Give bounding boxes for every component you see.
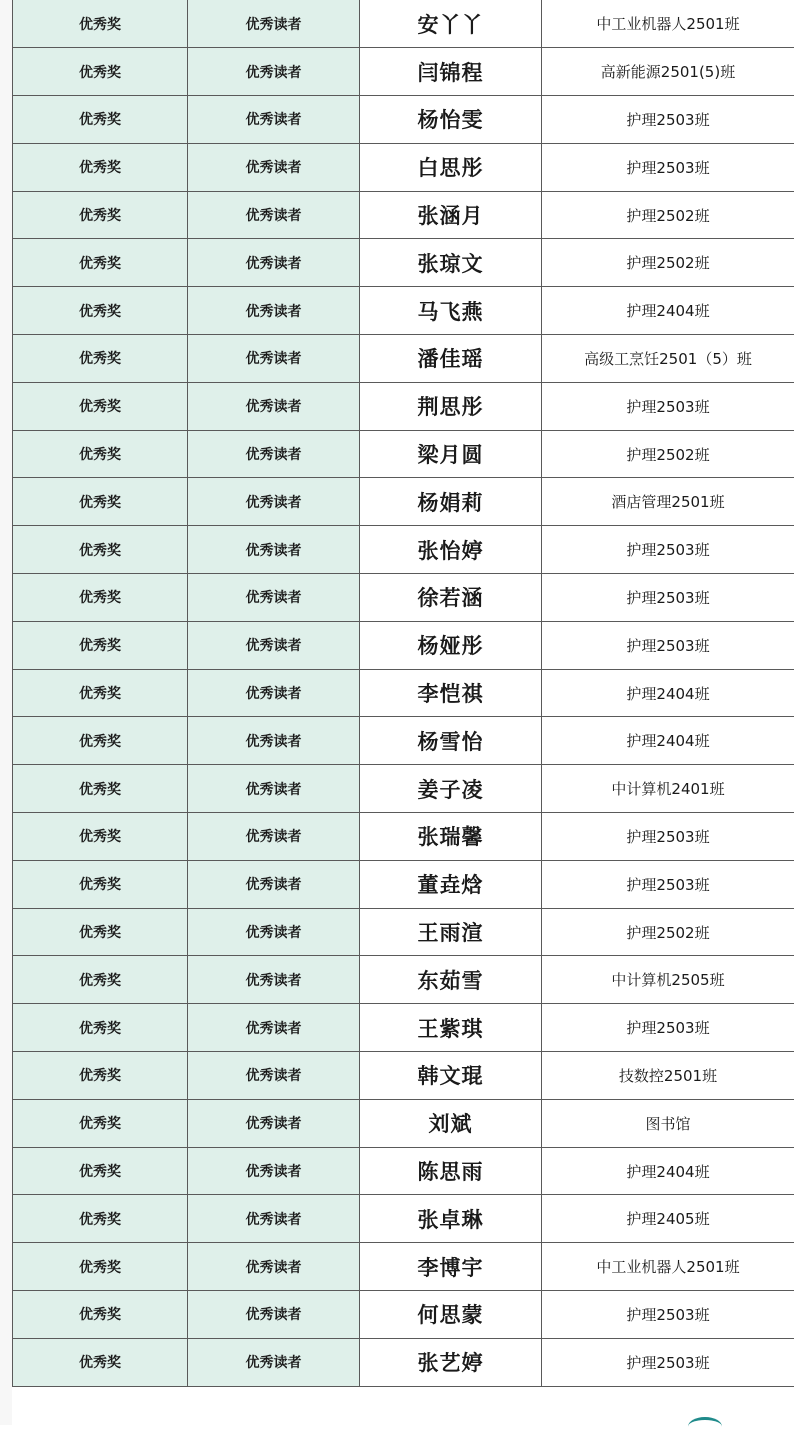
class-cell: 护理2502班 [542,908,795,956]
name-cell: 张卓琳 [360,1195,542,1243]
title-cell: 优秀读者 [188,1338,360,1386]
table-row [13,1243,795,1291]
title-cell: 优秀读者 [188,0,360,48]
name-cell: 张艺婷 [360,1338,542,1386]
class-cell: 护理2503班 [542,526,795,574]
table-row [13,956,795,1004]
class-cell: 高级工烹饪2501（5）班 [542,335,795,383]
table-body [13,0,795,1386]
title-cell: 优秀读者 [188,143,360,191]
table-row [13,96,795,144]
title-cell: 优秀读者 [188,1004,360,1052]
award-cell: 优秀奖 [13,96,188,144]
title-cell: 优秀读者 [188,478,360,526]
name-cell: 安丫丫 [360,0,542,48]
award-cell: 优秀奖 [13,1052,188,1100]
class-cell: 护理2502班 [542,430,795,478]
title-cell: 优秀读者 [188,717,360,765]
award-cell: 优秀奖 [13,1291,188,1339]
title-cell: 优秀读者 [188,96,360,144]
class-cell: 护理2503班 [542,1291,795,1339]
class-cell: 高新能源2501(5)班 [542,48,795,96]
title-cell: 优秀读者 [188,191,360,239]
name-cell: 潘佳瑶 [360,335,542,383]
name-cell: 何思蒙 [360,1291,542,1339]
class-cell: 护理2404班 [542,1147,795,1195]
table-row [13,908,795,956]
table-row [13,1147,795,1195]
name-cell: 董垚焓 [360,860,542,908]
name-cell: 闫锦程 [360,48,542,96]
name-cell: 杨雪怡 [360,717,542,765]
award-cell: 优秀奖 [13,0,188,48]
title-cell: 优秀读者 [188,574,360,622]
row-header-gutter [0,0,12,1425]
table-row [13,191,795,239]
table-row [13,382,795,430]
name-cell: 杨怡雯 [360,96,542,144]
award-cell: 优秀奖 [13,956,188,1004]
title-cell: 优秀读者 [188,1291,360,1339]
name-cell: 杨娅彤 [360,621,542,669]
name-cell: 徐若涵 [360,574,542,622]
class-cell: 护理2503班 [542,382,795,430]
title-cell: 优秀读者 [188,813,360,861]
table-row [13,1052,795,1100]
name-cell: 刘斌 [360,1099,542,1147]
award-cell: 优秀奖 [13,908,188,956]
award-cell: 优秀奖 [13,621,188,669]
class-cell: 护理2503班 [542,860,795,908]
table-row [13,717,795,765]
class-cell: 护理2503班 [542,1338,795,1386]
table-row [13,1099,795,1147]
title-cell: 优秀读者 [188,335,360,383]
table-row [13,1291,795,1339]
table-row [13,239,795,287]
class-cell: 护理2503班 [542,813,795,861]
class-cell: 护理2503班 [542,574,795,622]
award-cell: 优秀奖 [13,860,188,908]
title-cell: 优秀读者 [188,621,360,669]
name-cell: 东茹雪 [360,956,542,1004]
title-cell: 优秀读者 [188,1147,360,1195]
class-cell: 护理2503班 [542,96,795,144]
name-cell: 姜子凌 [360,765,542,813]
class-cell: 护理2404班 [542,287,795,335]
class-cell: 中计算机2505班 [542,956,795,1004]
name-cell: 荆思彤 [360,382,542,430]
table-row [13,1338,795,1386]
class-cell: 护理2404班 [542,669,795,717]
award-cell: 优秀奖 [13,1338,188,1386]
award-cell: 优秀奖 [13,287,188,335]
award-table-sheet [12,0,794,1425]
title-cell: 优秀读者 [188,526,360,574]
name-cell: 张怡婷 [360,526,542,574]
class-cell: 护理2405班 [542,1195,795,1243]
award-cell: 优秀奖 [13,526,188,574]
award-cell: 优秀奖 [13,143,188,191]
award-cell: 优秀奖 [13,191,188,239]
table-row [13,430,795,478]
name-cell: 张涵月 [360,191,542,239]
award-cell: 优秀奖 [13,382,188,430]
name-cell: 张琼文 [360,239,542,287]
name-cell: 王雨渲 [360,908,542,956]
award-list-table [12,0,794,1387]
class-cell: 护理2503班 [542,143,795,191]
title-cell: 优秀读者 [188,860,360,908]
right-margin [794,0,800,1425]
table-row [13,287,795,335]
title-cell: 优秀读者 [188,1052,360,1100]
class-cell: 中工业机器人2501班 [542,1243,795,1291]
title-cell: 优秀读者 [188,765,360,813]
name-cell: 白思彤 [360,143,542,191]
table-row [13,621,795,669]
award-cell: 优秀奖 [13,335,188,383]
table-row [13,526,795,574]
table-row [13,860,795,908]
name-cell: 张瑞馨 [360,813,542,861]
title-cell: 优秀读者 [188,669,360,717]
award-cell: 优秀奖 [13,48,188,96]
name-cell: 杨娟莉 [360,478,542,526]
name-cell: 马飞燕 [360,287,542,335]
name-cell: 陈思雨 [360,1147,542,1195]
award-cell: 优秀奖 [13,574,188,622]
title-cell: 优秀读者 [188,1099,360,1147]
table-row [13,0,795,48]
class-cell: 护理2404班 [542,717,795,765]
award-cell: 优秀奖 [13,1099,188,1147]
class-cell: 护理2502班 [542,239,795,287]
table-row [13,48,795,96]
award-cell: 优秀奖 [13,813,188,861]
title-cell: 优秀读者 [188,908,360,956]
table-row [13,1004,795,1052]
award-cell: 优秀奖 [13,765,188,813]
award-cell: 优秀奖 [13,1004,188,1052]
class-cell: 中计算机2401班 [542,765,795,813]
class-cell: 护理2502班 [542,191,795,239]
class-cell: 护理2503班 [542,621,795,669]
class-cell: 护理2503班 [542,1004,795,1052]
title-cell: 优秀读者 [188,1195,360,1243]
title-cell: 优秀读者 [188,382,360,430]
class-cell: 酒店管理2501班 [542,478,795,526]
table-row [13,813,795,861]
award-cell: 优秀奖 [13,717,188,765]
table-row [13,143,795,191]
table-row [13,574,795,622]
award-cell: 优秀奖 [13,478,188,526]
title-cell: 优秀读者 [188,956,360,1004]
title-cell: 优秀读者 [188,287,360,335]
table-row [13,765,795,813]
award-cell: 优秀奖 [13,1195,188,1243]
name-cell: 李恺祺 [360,669,542,717]
table-row [13,1195,795,1243]
name-cell: 韩文琨 [360,1052,542,1100]
name-cell: 梁月圆 [360,430,542,478]
title-cell: 优秀读者 [188,48,360,96]
award-cell: 优秀奖 [13,1243,188,1291]
class-cell: 图书馆 [542,1099,795,1147]
title-cell: 优秀读者 [188,239,360,287]
award-cell: 优秀奖 [13,239,188,287]
class-cell: 技数控2501班 [542,1052,795,1100]
name-cell: 李博宇 [360,1243,542,1291]
name-cell: 王紫琪 [360,1004,542,1052]
table-row [13,669,795,717]
class-cell: 中工业机器人2501班 [542,0,795,48]
title-cell: 优秀读者 [188,430,360,478]
table-row [13,478,795,526]
title-cell: 优秀读者 [188,1243,360,1291]
table-row [13,335,795,383]
award-cell: 优秀奖 [13,669,188,717]
award-cell: 优秀奖 [13,430,188,478]
award-cell: 优秀奖 [13,1147,188,1195]
watermark-arc-icon [688,1417,722,1436]
